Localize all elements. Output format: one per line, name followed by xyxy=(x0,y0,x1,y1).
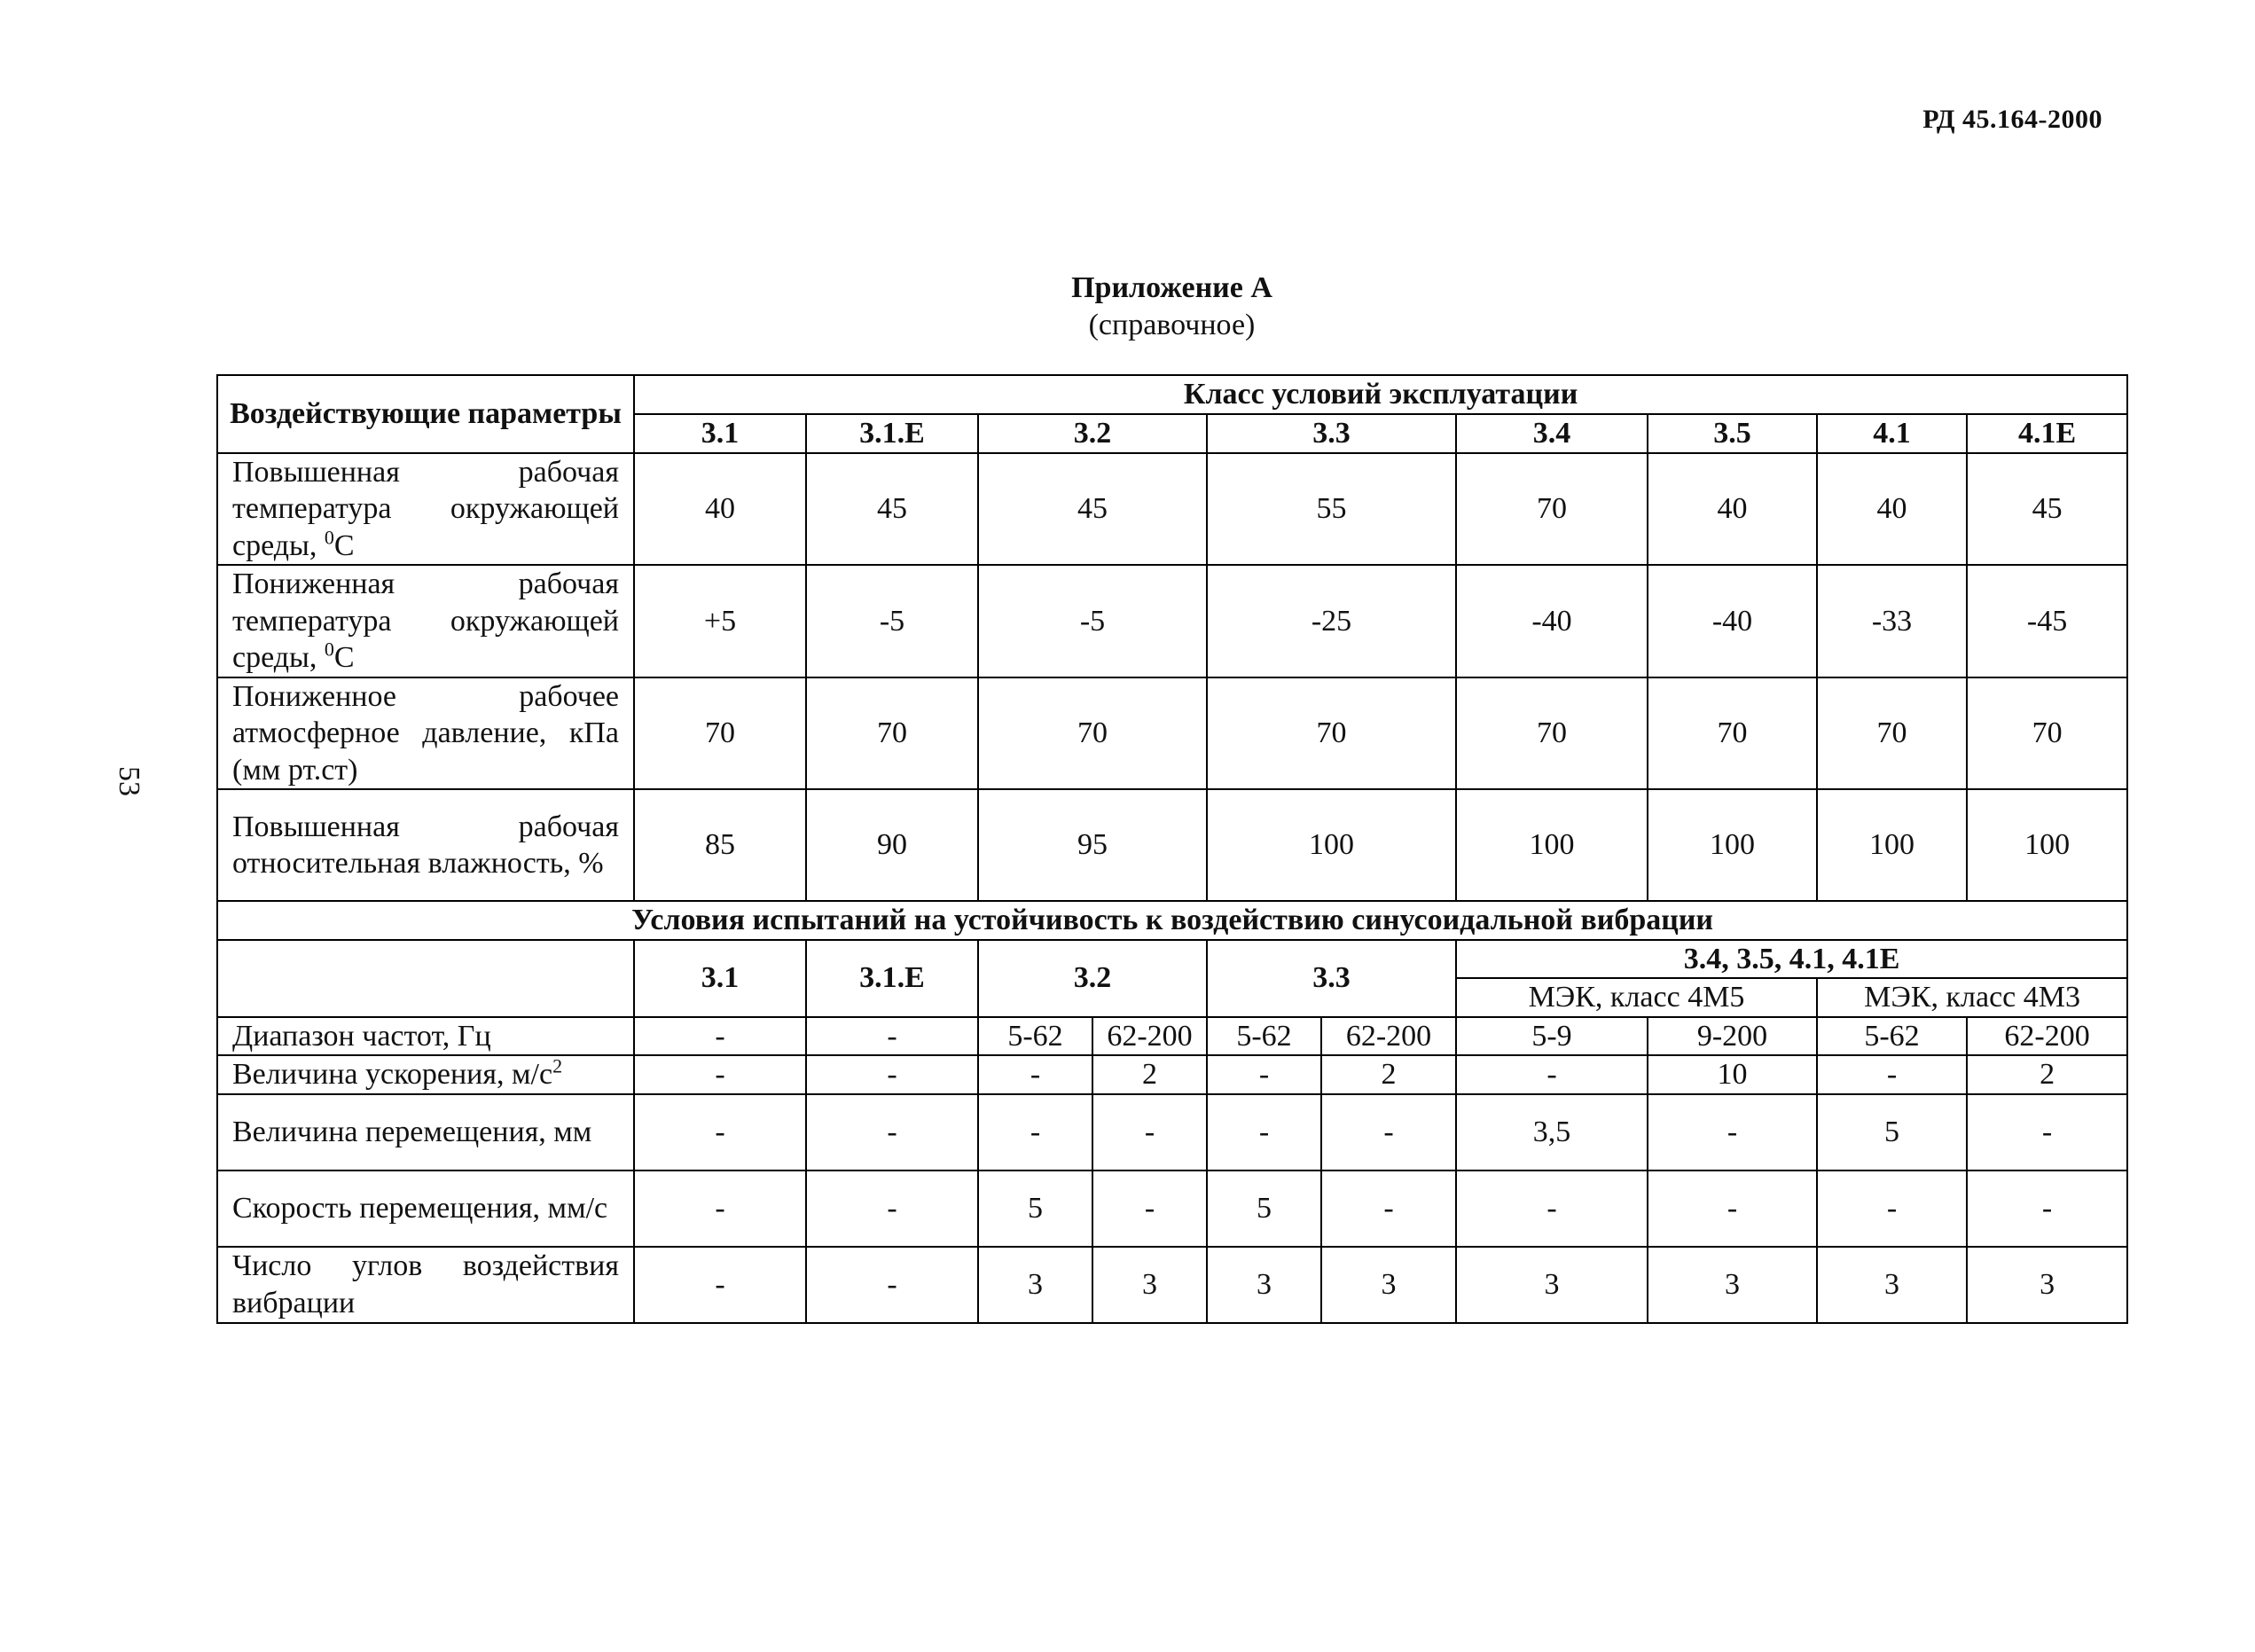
table-cell: - xyxy=(1456,1055,1648,1093)
table-cell: 100 xyxy=(1817,789,1967,901)
table-cell: 40 xyxy=(1817,453,1967,565)
table-cell: 90 xyxy=(806,789,978,901)
class-col-header: 3.5 xyxy=(1648,414,1817,453)
table-cell: - xyxy=(1321,1170,1456,1247)
table-cell: 100 xyxy=(1648,789,1817,901)
table-cell: - xyxy=(634,1170,806,1247)
table-row xyxy=(217,1017,2127,1055)
table-cell: 62-200 xyxy=(1967,1017,2127,1055)
table-cell: - xyxy=(1648,1170,1817,1247)
row-label: Повышенная рабочая температура окружающей среды, $^0$С xyxy=(217,453,634,565)
table-cell: 100 xyxy=(1967,789,2127,901)
table-cell: 2 xyxy=(1321,1055,1456,1093)
table-cell: 40 xyxy=(1648,453,1817,565)
table-cell: 3 xyxy=(1456,1247,1648,1323)
table-cell: 3 xyxy=(1967,1247,2127,1323)
table-cell: - xyxy=(978,1055,1092,1093)
table-cell: 70 xyxy=(1967,677,2127,789)
class-header: Класс условий эксплуатации xyxy=(634,375,2127,414)
table-row xyxy=(217,1094,2127,1170)
table-cell: 95 xyxy=(978,789,1207,901)
table-cell: - xyxy=(634,1247,806,1323)
table-cell: 5 xyxy=(978,1170,1092,1247)
table-row xyxy=(217,677,2127,789)
vibration-group-header: 3.1.E xyxy=(806,940,978,1017)
table-cell: 70 xyxy=(634,677,806,789)
table-cell: 3 xyxy=(1092,1247,1207,1323)
table-cell: - xyxy=(806,1094,978,1170)
table-cell: 40 xyxy=(634,453,806,565)
table-row xyxy=(217,1170,2127,1247)
class-col-header: 4.1 xyxy=(1817,414,1967,453)
mek-4m5-header: МЭК, класс 4М5 xyxy=(1456,978,1817,1016)
param-header: Воздействующие параметры xyxy=(217,375,634,453)
table-cell: 45 xyxy=(978,453,1207,565)
table-cell: - xyxy=(1817,1055,1967,1093)
table-cell: 5-62 xyxy=(978,1017,1092,1055)
table-cell: 70 xyxy=(1817,677,1967,789)
table-row xyxy=(217,1247,2127,1323)
table-cell: 70 xyxy=(978,677,1207,789)
table-cell: 55 xyxy=(1207,453,1456,565)
table-cell: 5-9 xyxy=(1456,1017,1648,1055)
table-cell: 70 xyxy=(806,677,978,789)
mek-4m3-header: МЭК, класс 4М3 xyxy=(1817,978,2127,1016)
class-col-header: 4.1E xyxy=(1967,414,2127,453)
vibration-header-blank xyxy=(217,940,634,1017)
table-cell: -25 xyxy=(1207,565,1456,677)
table-cell: 45 xyxy=(806,453,978,565)
table-cell: - xyxy=(1967,1094,2127,1170)
vibration-group-header: 3.4, 3.5, 4.1, 4.1E xyxy=(1456,940,2127,978)
table-cell: - xyxy=(806,1055,978,1093)
vibration-group-header: 3.2 xyxy=(978,940,1207,1017)
table-cell: 70 xyxy=(1456,677,1648,789)
row-label: Диапазон частот, Гц xyxy=(217,1017,634,1055)
table-cell: - xyxy=(1321,1094,1456,1170)
table-cell: - xyxy=(1207,1094,1321,1170)
vibration-group-header: 3.1 xyxy=(634,940,806,1017)
table-cell: 3 xyxy=(1648,1247,1817,1323)
class-col-header: 3.4 xyxy=(1456,414,1648,453)
table-cell: -33 xyxy=(1817,565,1967,677)
table-cell: 3,5 xyxy=(1456,1094,1648,1170)
row-label: Число углов воздействия вибрации xyxy=(217,1247,634,1323)
table-cell: - xyxy=(1817,1170,1967,1247)
table-cell: - xyxy=(1648,1094,1817,1170)
table-cell: 5-62 xyxy=(1207,1017,1321,1055)
appendix-title: Приложение А xyxy=(1071,271,1272,304)
operating-conditions-table xyxy=(216,374,2128,1324)
table-cell: - xyxy=(1092,1094,1207,1170)
table-row xyxy=(217,1055,2127,1093)
table-cell: - xyxy=(634,1017,806,1055)
table-cell: 70 xyxy=(1207,677,1456,789)
table-cell: -45 xyxy=(1967,565,2127,677)
table-cell: +5 xyxy=(634,565,806,677)
table-cell: 5 xyxy=(1207,1170,1321,1247)
table-cell: 3 xyxy=(1321,1247,1456,1323)
table-cell: - xyxy=(806,1247,978,1323)
table-cell: - xyxy=(634,1055,806,1093)
table-row xyxy=(217,565,2127,677)
table-cell: 2 xyxy=(1967,1055,2127,1093)
table-cell: 9-200 xyxy=(1648,1017,1817,1055)
class-col-header: 3.3 xyxy=(1207,414,1456,453)
document-code: РД 45.164-2000 xyxy=(1922,105,2102,134)
row-label: Величина ускорения, $м/с^2$ xyxy=(217,1055,634,1093)
row-label: Пониженная рабочая температура окружающей среды, $^0$С xyxy=(217,565,634,677)
table-cell: 3 xyxy=(1207,1247,1321,1323)
class-col-header: 3.2 xyxy=(978,414,1207,453)
table-cell: 70 xyxy=(1456,453,1648,565)
table-cell: 3 xyxy=(978,1247,1092,1323)
table-cell: 5-62 xyxy=(1817,1017,1967,1055)
table-cell: 100 xyxy=(1456,789,1648,901)
table-cell: 70 xyxy=(1648,677,1817,789)
table-cell: 2 xyxy=(1092,1055,1207,1093)
table-cell: 3 xyxy=(1817,1247,1967,1323)
table-cell: -5 xyxy=(978,565,1207,677)
table-cell: -5 xyxy=(806,565,978,677)
table-cell: -40 xyxy=(1456,565,1648,677)
table-cell: 10 xyxy=(1648,1055,1817,1093)
table-cell: - xyxy=(634,1094,806,1170)
table-cell: 5 xyxy=(1817,1094,1967,1170)
row-label: Скорость перемещения, мм/с xyxy=(217,1170,634,1247)
table-cell: - xyxy=(978,1094,1092,1170)
vibration-section-title: Условия испытаний на устойчивость к воздействию синусоидальной вибрации xyxy=(217,901,2127,939)
table-cell: - xyxy=(1207,1055,1321,1093)
class-col-header: 3.1 xyxy=(634,414,806,453)
class-col-header: 3.1.E xyxy=(806,414,978,453)
table-row xyxy=(217,453,2127,565)
table-cell: 45 xyxy=(1967,453,2127,565)
row-label: Величина перемещения, мм xyxy=(217,1094,634,1170)
appendix-subtitle: (справочное) xyxy=(1088,309,1256,341)
table-cell: - xyxy=(806,1017,978,1055)
table-cell: - xyxy=(1456,1170,1648,1247)
table-cell: 100 xyxy=(1207,789,1456,901)
table-cell: - xyxy=(1967,1170,2127,1247)
table-cell: 62-200 xyxy=(1092,1017,1207,1055)
table-row xyxy=(217,789,2127,901)
row-label: Пониженное рабочее атмосферное давление, кПа (мм рт.ст) xyxy=(217,677,634,789)
table-cell: - xyxy=(806,1170,978,1247)
row-label: Повышенная рабочая относительная влажность, % xyxy=(217,789,634,901)
table-cell: 85 xyxy=(634,789,806,901)
page-number: 53 xyxy=(113,766,145,796)
vibration-group-header: 3.3 xyxy=(1207,940,1456,1017)
table-cell: 62-200 xyxy=(1321,1017,1456,1055)
table-cell: -40 xyxy=(1648,565,1817,677)
table-cell: - xyxy=(1092,1170,1207,1247)
